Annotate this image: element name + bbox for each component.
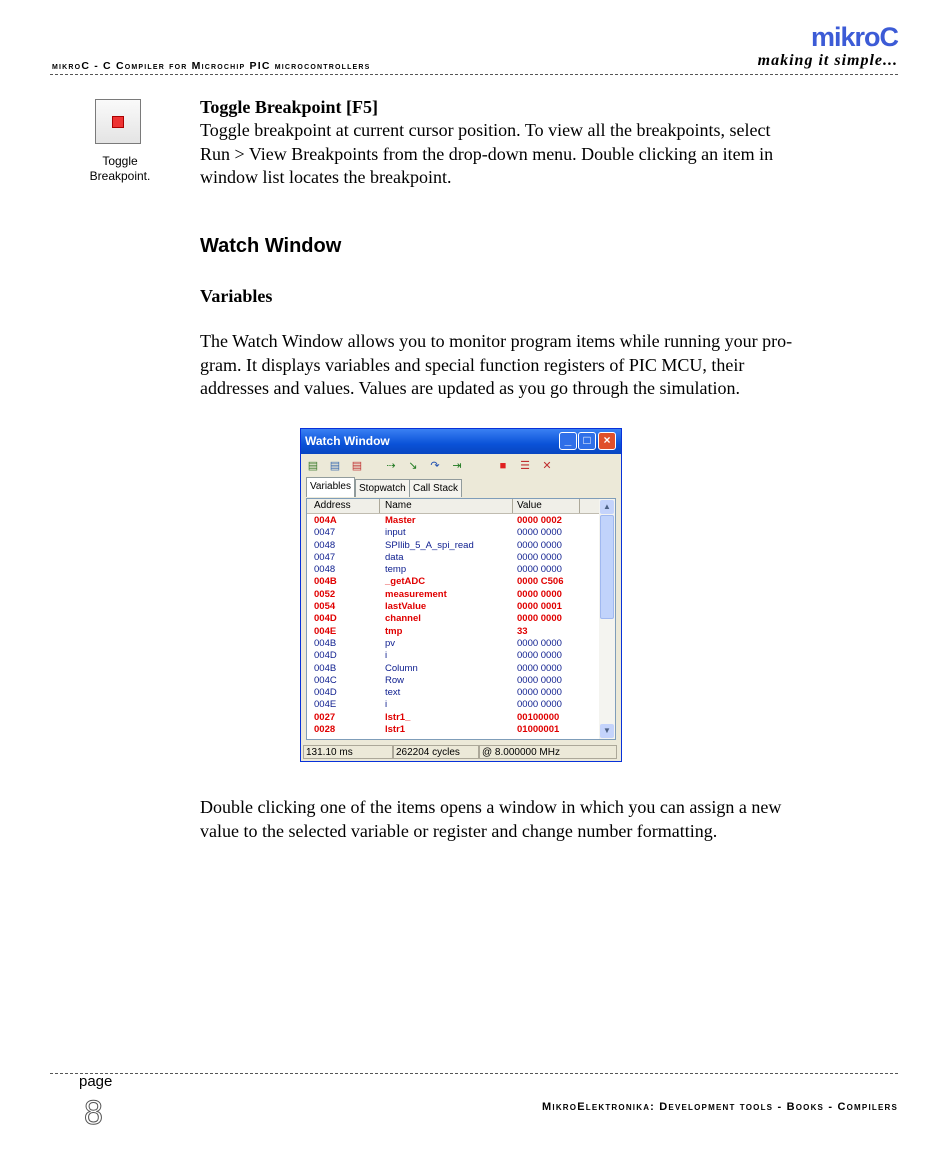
watch-window [300,428,622,762]
cell-value: 0000 0000 [517,551,562,563]
toggle-breakpoint-heading: Toggle Breakpoint [F5] [200,97,379,117]
table-row[interactable] [307,675,599,687]
text-line: gram. It displays variables and special function registers of PIC MCU, their [200,354,745,375]
watch-description [200,330,850,401]
table-row[interactable] [307,613,599,625]
cell-address: 004E [314,699,337,711]
cell-address: 004C [314,674,337,686]
vertical-scrollbar[interactable] [599,499,615,739]
grid-header [307,499,599,514]
toggle-breakpoint-small-icon[interactable]: ■ [499,460,507,472]
toggle-breakpoint-text [200,119,850,190]
cell-value: 0000 0000 [517,637,562,649]
cell-value: 0000 0000 [517,588,562,600]
table-row[interactable] [307,638,599,650]
breakpoints-list-icon[interactable]: ☰ [520,460,530,472]
section-title: Watch Window [200,235,342,257]
cell-address: 004E [314,625,337,637]
clear-breakpoints-icon[interactable]: ✕ [542,460,552,472]
cell-value: 01000001 [517,724,560,736]
window-titlebar [301,429,621,454]
footer-text: MikroElektronika: Development tools - Books - Compilers [542,1101,898,1113]
table-row[interactable] [307,589,599,601]
tab-call-stack[interactable]: Call Stack [409,479,462,497]
run-icon[interactable]: ⇢ [386,460,396,472]
cell-address: 0048 [314,539,336,551]
cell-value: 0000 C506 [517,576,564,588]
variables-grid[interactable] [306,498,616,740]
text-line: addresses and values. Values are updated as you go through the simulation. [200,378,741,398]
cell-value: 0000 0000 [517,699,562,711]
cell-address: 004D [314,613,337,625]
header-divider [50,74,898,75]
cell-name: i [385,699,388,711]
add-all-icon[interactable]: ▤ [329,460,341,472]
table-row[interactable] [307,540,599,552]
cell-address: 0052 [314,588,336,600]
text-line: The Watch Window allows you to monitor program items while running your pro- [200,331,793,351]
text-line: value to the selected variable or register and change number formatting. [200,820,718,841]
cell-name: Master [385,515,416,526]
cell-value: 33 [517,625,528,637]
status-cycles: 262204 cycles [393,745,479,759]
icon-caption [80,154,160,184]
cell-name: lstr1_ [385,711,411,723]
status-frequency: @ 8.000000 MHz [479,745,617,759]
watch-followup-text [200,796,850,843]
tagline: making it simple... [757,52,898,69]
cell-value: 0000 0000 [517,662,562,674]
table-row[interactable] [307,552,599,564]
window-title: Watch Window [305,434,390,448]
remove-variable-icon[interactable]: ▤ [351,460,363,472]
table-row[interactable] [307,712,599,724]
minimize-icon[interactable]: _ [559,432,577,450]
cell-name: input [385,527,406,539]
cell-name: pv [385,637,396,649]
table-row[interactable] [307,564,599,576]
cell-address: 004D [314,687,337,699]
status-time: 131.10 ms [303,745,393,759]
window-toolbar [305,458,615,476]
run-to-cursor-icon[interactable]: ⇥ [452,460,462,472]
table-row[interactable] [307,724,599,736]
table-row[interactable] [307,626,599,638]
table-row[interactable] [307,650,599,662]
text-line: Double clicking one of the items opens a window in which you can assign a new [200,797,782,817]
table-row[interactable] [307,663,599,675]
cell-name: SPIlib_5_A_spi_read [385,539,474,551]
table-row[interactable] [307,515,599,527]
cell-name: data [385,551,404,563]
cell-name: measurement [385,588,447,600]
table-row[interactable] [307,687,599,699]
scroll-up-icon[interactable]: ▲ [600,500,614,514]
cell-value: 0000 0000 [517,527,562,539]
tab-variables[interactable]: Variables [306,477,355,497]
cell-name: Column [385,662,418,674]
cell-address: 004D [314,650,337,662]
cell-value: 0000 0000 [517,674,562,686]
text-line: window list locates the breakpoint. [200,167,452,187]
cell-value: 0000 0000 [517,613,562,625]
step-over-icon[interactable]: ↷ [430,460,440,472]
cell-address: 0047 [314,551,336,563]
cell-address: 004A [314,515,337,526]
tab-stopwatch[interactable]: Stopwatch [355,479,410,497]
cell-value: 00100000 [517,711,560,723]
toggle-breakpoint-icon [95,99,141,144]
text-line: Run > View Breakpoints from the drop-down menu. Double clicking an item in [200,143,774,164]
icon-caption-line: Toggle [102,154,138,168]
cell-value: 0000 0000 [517,564,562,576]
cell-address: 0027 [314,711,336,723]
cell-value: 0000 0002 [517,515,562,526]
subheading: Variables [200,286,273,306]
column-header-address[interactable]: Address [314,500,351,511]
cell-name: lastValue [385,601,427,613]
column-header-name[interactable]: Name [385,500,412,511]
grid-rows [307,515,599,736]
cell-value: 0000 0000 [517,539,562,551]
step-into-icon[interactable]: ↘ [408,460,418,472]
cell-name: i [385,650,388,662]
table-row[interactable] [307,699,599,711]
cell-name: text [385,687,401,699]
cell-address: 0054 [314,601,336,613]
column-header-value[interactable]: Value [517,500,542,511]
cell-value: 0000 0000 [517,687,562,699]
cell-name: _getADC [385,576,426,588]
page-label: page [79,1073,113,1090]
running-header: mikroC - C Compiler for Microchip PIC microcontrollers [52,60,371,72]
table-row[interactable] [307,601,599,613]
cell-address: 0047 [314,527,336,539]
scroll-down-icon[interactable]: ▼ [600,724,614,738]
close-icon[interactable]: × [598,432,616,450]
maximize-icon[interactable]: □ [578,432,596,450]
cell-address: 0028 [314,724,336,736]
cell-name: lstr1 [385,724,406,736]
table-row[interactable] [307,527,599,539]
cell-value: 0000 0001 [517,601,562,613]
cell-value: 0000 0000 [517,650,562,662]
cell-address: 004B [314,662,337,674]
cell-name: channel [385,613,421,625]
cell-address: 004B [314,637,337,649]
status-bar [303,744,619,760]
icon-caption-line: Breakpoint. [89,169,151,183]
cell-name: temp [385,564,407,576]
cell-name: tmp [385,625,403,637]
footer-divider [50,1073,898,1074]
page-number: 8 [84,1094,103,1130]
brand-logo: mikroC [810,22,898,52]
table-row[interactable] [307,576,599,588]
cell-address: 0048 [314,564,336,576]
cell-address: 004B [314,576,337,588]
text-line: Toggle breakpoint at current cursor position. To view all the breakpoints, select [200,120,771,140]
scroll-thumb[interactable] [600,515,614,619]
cell-name: Row [385,674,405,686]
add-variable-icon[interactable]: ▤ [307,460,319,472]
